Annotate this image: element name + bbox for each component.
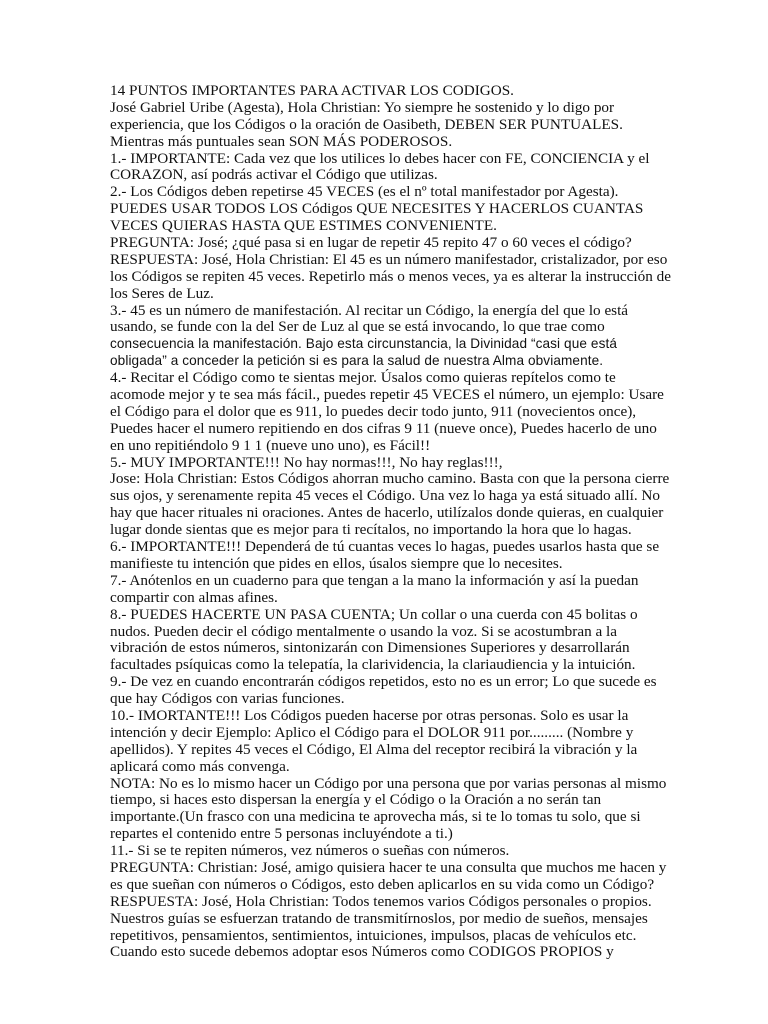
- text-line: 8.- PUEDES HACERTE UN PASA CUENTA; Un collar o una cuerda con 45 bolitas o: [110, 605, 638, 623]
- text-line: consecuencia la manifestación. Bajo esta circunstancia, la Divinidad “casi que está: [110, 336, 618, 352]
- text-line: es que sueñan con números o Códigos, esto deben aplicarlos en su vida como un Código?: [110, 875, 655, 893]
- document-text: [110, 83, 670, 961]
- text-line: tiempo, si haces esto dispersan la energía y el Código o la Oración a no serán tan: [110, 791, 602, 809]
- text-line: los Seres de Luz.: [110, 284, 214, 302]
- text-line: hay que hacer rituales ni oraciones. Antes de hacerlo, utilízalos donde quieras, en cualquier: [110, 504, 664, 522]
- document-title: 14 PUNTOS IMPORTANTES PARA ACTIVAR LOS CODIGOS.: [110, 82, 514, 99]
- text-line: 1.- IMPORTANTE: Cada vez que los utilices lo debes hacer con FE, CONCIENCIA y el: [110, 149, 650, 167]
- text-line: 2.- Los Códigos deben repetirse 45 VECES (es el nº total manifestador por Agesta).: [110, 183, 619, 201]
- text-line: en uno repitiéndolo 9 1 1 (nueve uno uno), es Fácil!!: [110, 436, 431, 454]
- text-line: usando, se funde con la del Ser de Luz al que se está invocando, lo que trae como: [110, 318, 605, 336]
- text-line: Puedes hacer el numero repitiendo en dos cifras 9 11 (nueve once), Puedes hacerlo de uno: [110, 419, 657, 437]
- text-line: lugar donde sientas que es mejor para ti recítalos, no importando la hora que lo hagas.: [110, 521, 632, 539]
- text-line: sus ojos, y serenamente repita 45 veces el Código. Una vez lo haga ya está situado allí. No: [110, 487, 660, 505]
- text-line: los Códigos se repiten 45 veces. Repetirlo más o menos veces, ya es alterar la instrucción de: [110, 267, 671, 285]
- text-line: 11.- Si se te repiten números, vez números o sueñas con números.: [110, 842, 510, 860]
- text-line: repartes el contenido entre 5 personas incluyéndote a ti.): [110, 825, 453, 843]
- text-line: aplicará como más convenga.: [110, 757, 290, 775]
- text-line: experiencia, que los Códigos o la oración de Oasibeth, DEBEN SER PUNTUALES.: [110, 115, 623, 133]
- text-line: José Gabriel Uribe (Agesta), Hola Christian: Yo siempre he sostenido y lo digo por: [110, 98, 615, 116]
- text-line: Cuando esto sucede debemos adoptar esos Números como CODIGOS PROPIOS y: [110, 943, 614, 961]
- text-line: 6.- IMPORTANTE!!! Dependerá de tú cuantas veces lo hagas, puedes usarlos hasta que se: [110, 538, 660, 556]
- text-line: intención y decir Ejemplo: Aplico el Código para el DOLOR 911 por......... (Nombre y: [110, 723, 634, 741]
- text-line: CORAZON, así podrás activar el Código que utilizas.: [110, 166, 438, 184]
- text-line: 3.- 45 es un número de manifestación. Al recitar un Código, la energía del que lo está: [110, 301, 629, 319]
- text-line: repetitivos, pensamientos, sentimientos, intuiciones, impulsos, placas de vehículos etc.: [110, 926, 637, 944]
- text-line: Mientras más puntuales sean SON MÁS PODEROSOS.: [110, 132, 453, 150]
- text-line: RESPUESTA: José, Hola Christian: El 45 es un número manifestador, cristalizador, por eso: [110, 250, 668, 268]
- text-line: 4.- Recitar el Código como te sientas mejor. Úsalos como quieras repítelos como te: [110, 369, 616, 387]
- text-line: 9.- De vez en cuando encontrarán códigos repetidos, esto no es un error; Lo que sucede es: [110, 673, 657, 691]
- text-line: RESPUESTA: José, Hola Christian: Todos tenemos varios Códigos personales o propios.: [110, 892, 652, 910]
- text-line: 10.- IMORTANTE!!! Los Códigos pueden hacerse por otras personas. Solo es usar la: [110, 706, 629, 724]
- text-line: 5.- MUY IMPORTANTE!!! No hay normas!!!, No hay reglas!!!,: [110, 453, 503, 471]
- text-line: VECES QUIERAS HASTA QUE ESTIMES CONVENIENTE.: [110, 217, 497, 235]
- text-line: nudos. Pueden decir el código mentalmente o usando la voz. Si se acostumbran a la: [110, 622, 617, 640]
- text-line: compartir con almas afines.: [110, 588, 278, 606]
- text-line: NOTA: No es lo mismo hacer un Código por una persona que por varias personas al mismo: [110, 774, 667, 792]
- text-line: que hay Códigos con varias funciones.: [110, 690, 345, 708]
- text-line: apellidos). Y repites 45 veces el Código, El Alma del receptor recibirá la vibración y la: [110, 740, 638, 758]
- text-line: facultades psíquicas como la telepatía, la clarividencia, la clariaudiencia y la intuición.: [110, 656, 636, 674]
- text-line: PREGUNTA: Christian: José, amigo quisiera hacer te una consulta que muchos me hacen y: [110, 858, 667, 876]
- text-line: el Código para el dolor que es 911, lo puedes decir todo junto, 911 (novecientos once),: [110, 402, 637, 420]
- text-line: manifieste tu intención que pides en ellos, úsalos siempre que lo necesites.: [110, 554, 563, 572]
- text-line: vibración de estos números, sintonizarán con Dimensiones Superiores y desarrollarán: [110, 639, 630, 657]
- text-line: Jose: Hola Christian: Estos Códigos ahorran mucho camino. Basta con que la persona cierre: [110, 470, 670, 488]
- text-line: 7.- Anótenlos en un cuaderno para que tengan a la mano la información y así la puedan: [110, 571, 639, 589]
- text-line: acomode mejor y te sea más fácil., puedes repetir 45 VECES el número, un ejemplo: Usare: [110, 386, 664, 404]
- text-line: Nuestros guías se esfuerzan tratando de transmitírnoslos, por medio de sueños, mensajes: [110, 909, 648, 927]
- text-line: importante.(Un frasco con una medicina te aprovecha más, si te lo tomas tu solo, que si: [110, 808, 641, 826]
- text-line: obligada” a conceder la petición si es para la salud de nuestra Alma obviamente.: [110, 353, 604, 369]
- text-line: PUEDES USAR TODOS LOS Códigos QUE NECESITES Y HACERLOS CUANTAS: [110, 200, 644, 218]
- text-line: PREGUNTA: José; ¿qué pasa si en lugar de repetir 45 repito 47 o 60 veces el código?: [110, 234, 632, 252]
